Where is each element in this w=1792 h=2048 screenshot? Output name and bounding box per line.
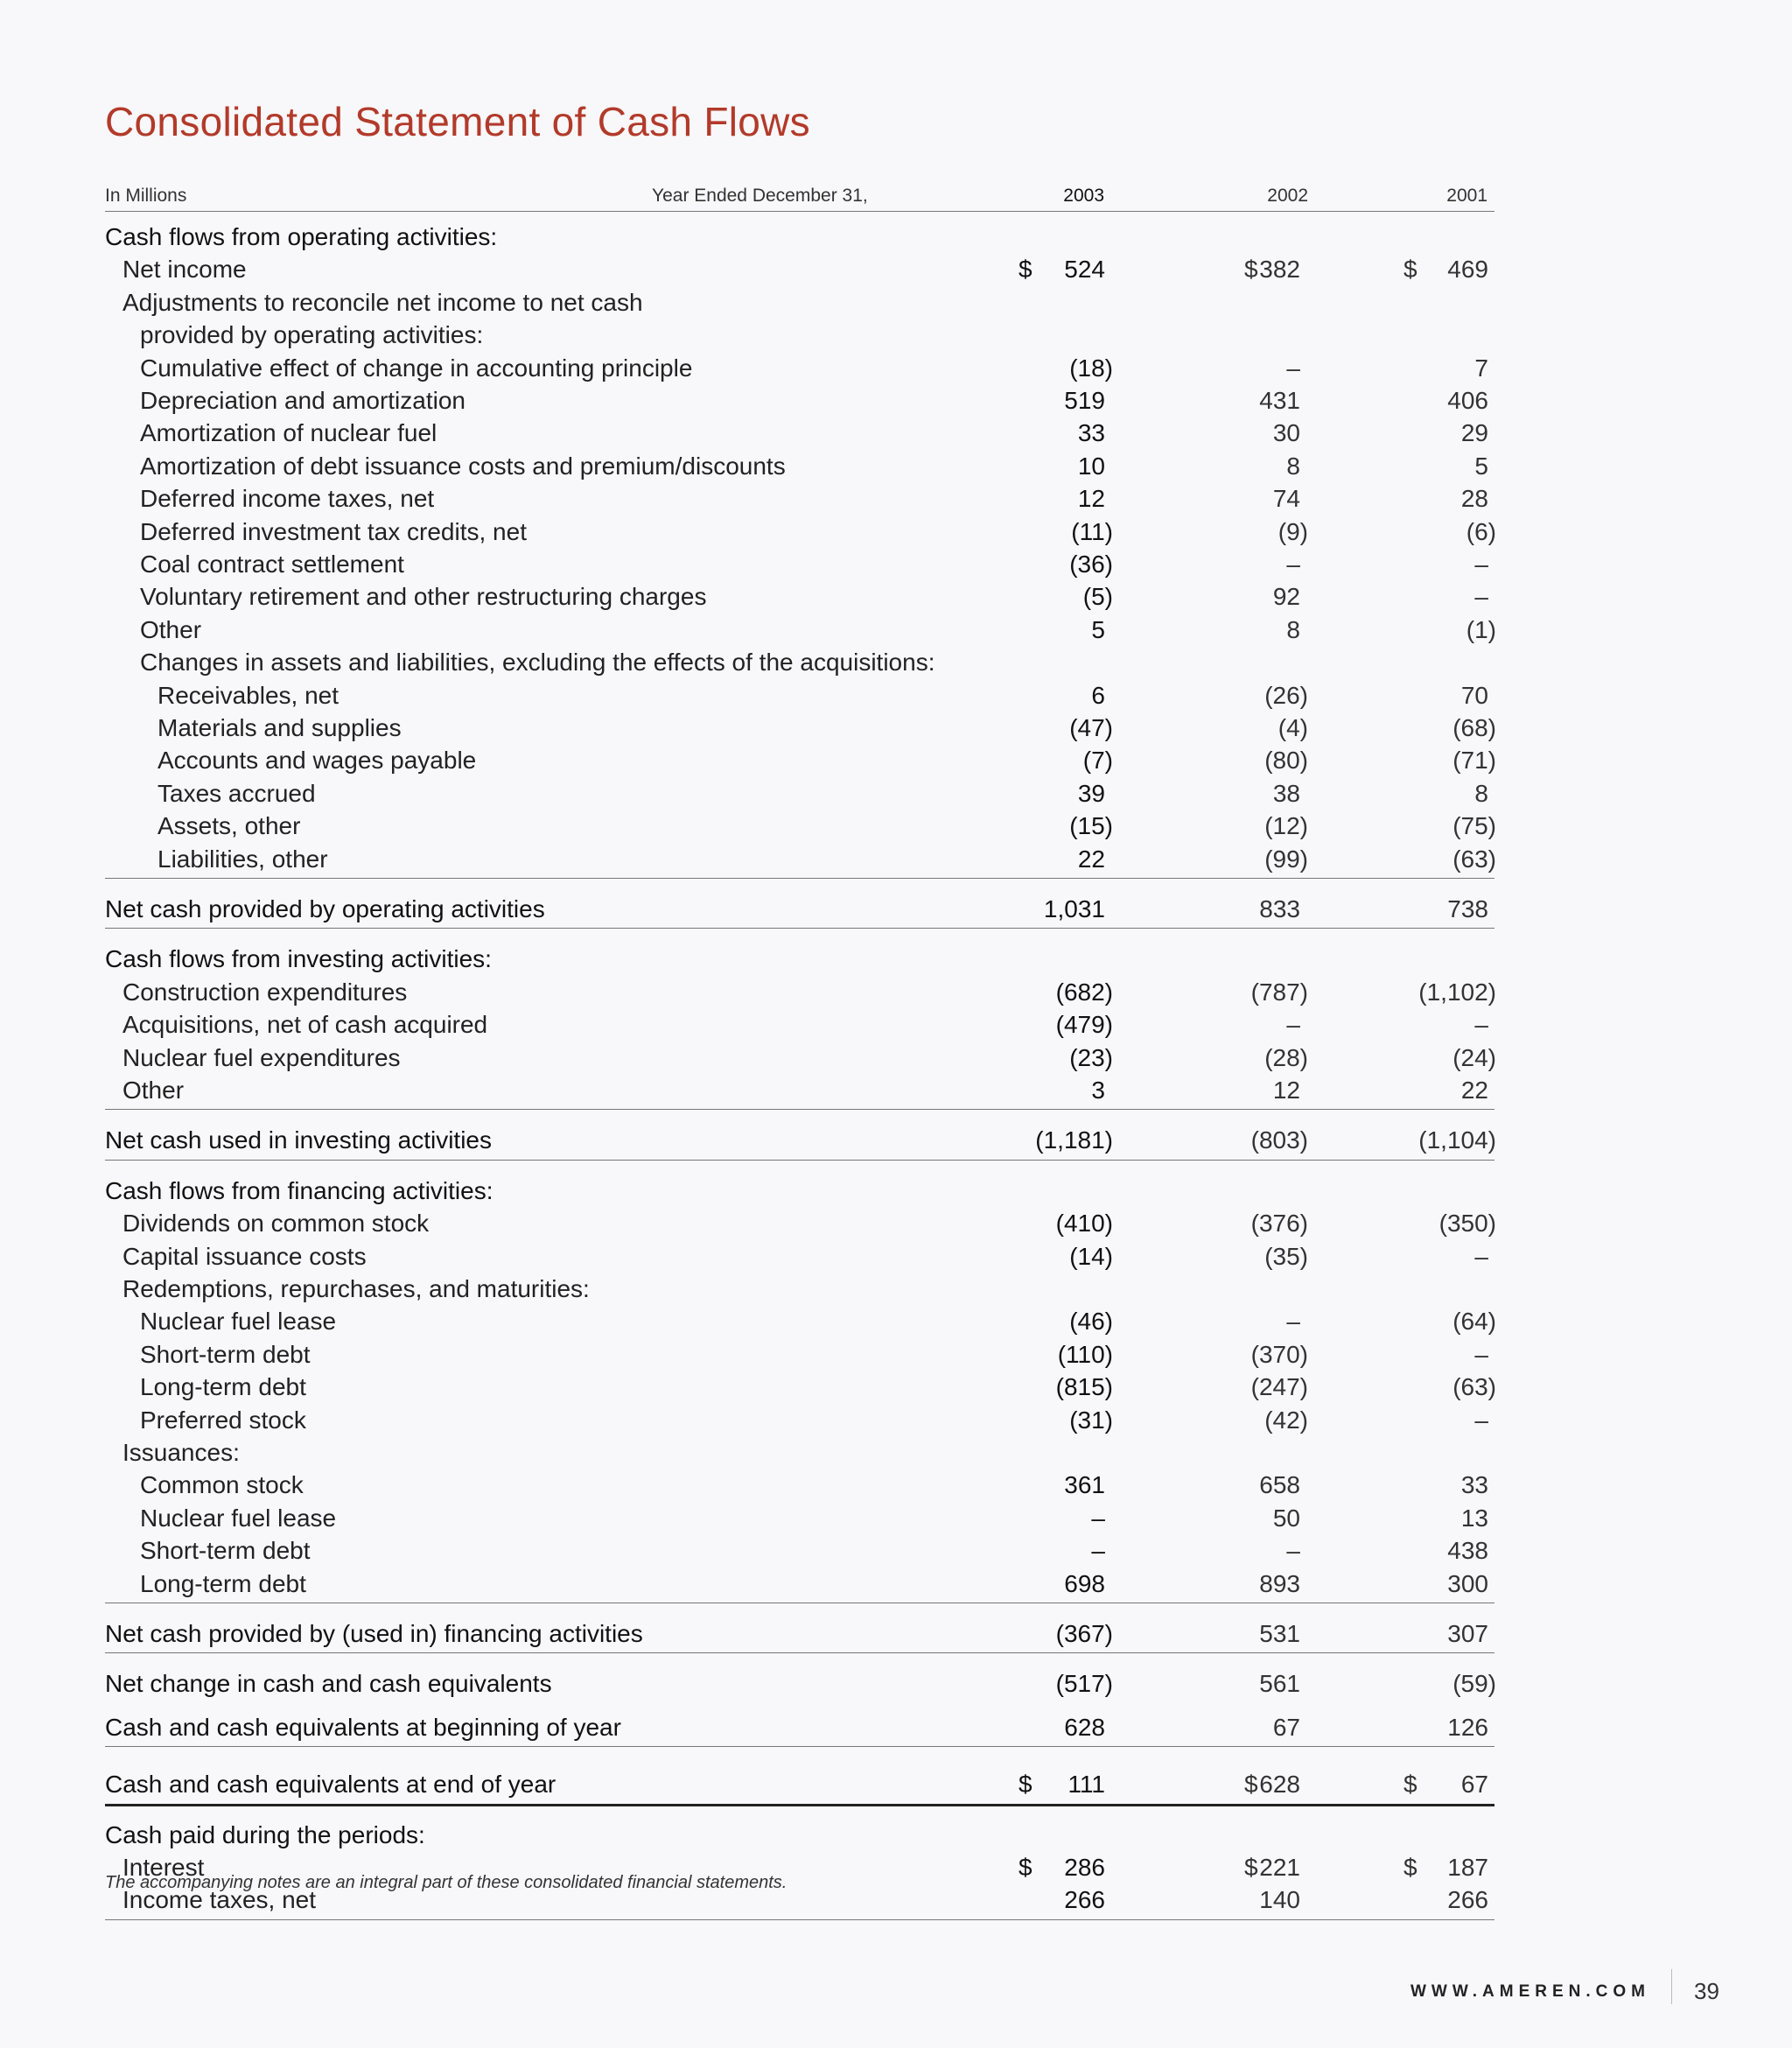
value-2002: 431 xyxy=(1259,387,1300,414)
value-2001: 187 xyxy=(1447,1854,1488,1881)
value-2003: (31) xyxy=(1069,1406,1113,1434)
value-2001: 22 xyxy=(1460,1077,1488,1104)
table-row xyxy=(0,1074,1792,1106)
value-2001: 70 xyxy=(1460,681,1488,709)
value-2001: (350) xyxy=(1438,1210,1496,1238)
row-label: Deferred income taxes, net xyxy=(140,485,435,513)
table-row xyxy=(0,712,1792,744)
table-row xyxy=(0,646,1792,678)
value-2001: (1,104) xyxy=(1418,1126,1496,1154)
value-2001: – xyxy=(1474,1011,1488,1039)
value-2003: (14) xyxy=(1069,1242,1113,1270)
value-2002: 531 xyxy=(1259,1620,1300,1647)
row-label: Acquisitions, net of cash acquired xyxy=(122,1011,488,1039)
row-label: Net cash provided by operating activities xyxy=(105,895,545,922)
value-2003: (815) xyxy=(1055,1373,1113,1401)
value-2001: 307 xyxy=(1447,1620,1488,1647)
table-rule xyxy=(105,1160,1494,1161)
table-row xyxy=(0,1534,1792,1567)
table-row xyxy=(0,1502,1792,1534)
value-2003: 39 xyxy=(1077,779,1105,807)
row-label: Voluntary retirement and other restructuring charges xyxy=(140,583,707,611)
value-2002: (787) xyxy=(1250,978,1308,1006)
table-row xyxy=(0,976,1792,1008)
table-row xyxy=(0,384,1792,417)
value-2002: – xyxy=(1286,1308,1300,1336)
value-2001: 13 xyxy=(1460,1504,1488,1532)
value-2001: (24) xyxy=(1452,1043,1496,1071)
table-row xyxy=(0,614,1792,646)
value-2003: 10 xyxy=(1077,452,1105,480)
total-row xyxy=(0,1617,1792,1650)
table-row xyxy=(0,777,1792,810)
value-2002: 628 xyxy=(1259,1771,1300,1799)
table-row xyxy=(0,1469,1792,1501)
row-label: Liabilities, other xyxy=(158,845,328,873)
value-2001: – xyxy=(1474,1242,1488,1270)
value-2003: 361 xyxy=(1064,1471,1105,1499)
value-2001: (71) xyxy=(1452,747,1496,775)
value-2003: 1,031 xyxy=(1043,895,1105,922)
row-label: Receivables, net xyxy=(158,681,340,709)
row-label: Issuances: xyxy=(122,1439,240,1466)
table-row xyxy=(0,1042,1792,1074)
dollar-sign: $ xyxy=(1404,256,1418,284)
dollar-sign: $ xyxy=(1244,1771,1258,1799)
value-2003: 519 xyxy=(1064,387,1105,414)
table-rule xyxy=(105,928,1494,929)
value-2001: 28 xyxy=(1460,485,1488,513)
row-label: Adjustments to reconcile net income to net cash xyxy=(122,288,643,316)
period-label: Year Ended December 31, xyxy=(652,186,868,206)
row-label: Coal contract settlement xyxy=(140,551,404,578)
units-label: In Millions xyxy=(105,186,187,206)
row-label: Cash paid during the periods: xyxy=(105,1820,425,1848)
value-2002: 221 xyxy=(1259,1854,1300,1881)
value-2002: 8 xyxy=(1286,615,1300,643)
section-header-row xyxy=(0,943,1792,975)
section-header-row xyxy=(0,221,1792,253)
value-2002: (9) xyxy=(1278,517,1308,545)
value-2002: (247) xyxy=(1250,1373,1308,1401)
value-2003: – xyxy=(1091,1504,1105,1532)
row-label: Cash and cash equivalents at end of year xyxy=(105,1771,556,1799)
row-label: Taxes accrued xyxy=(158,779,316,807)
row-label: Dividends on common stock xyxy=(122,1210,430,1238)
table-row xyxy=(0,843,1792,875)
row-label: Interest xyxy=(122,1854,205,1881)
value-2001: (1) xyxy=(1466,615,1496,643)
table-row xyxy=(0,548,1792,580)
row-label: Amortization of debt issuance costs and premium/discounts xyxy=(140,452,786,480)
footer-divider xyxy=(1671,1969,1672,2004)
value-2001: 300 xyxy=(1447,1569,1488,1597)
value-2002: 8 xyxy=(1286,452,1300,480)
value-2003: 22 xyxy=(1077,845,1105,873)
row-label: Long-term debt xyxy=(140,1373,306,1401)
value-2003: (46) xyxy=(1069,1308,1113,1336)
value-2001: 438 xyxy=(1447,1537,1488,1565)
row-label: Nuclear fuel lease xyxy=(140,1308,337,1336)
table-row xyxy=(0,1436,1792,1469)
total-row xyxy=(0,1667,1792,1700)
value-2001: (59) xyxy=(1452,1670,1496,1698)
row-label: Net cash provided by (used in) financing activities xyxy=(105,1620,643,1647)
value-2002: 38 xyxy=(1272,779,1300,807)
row-label: Income taxes, net xyxy=(122,1886,317,1914)
value-2002: – xyxy=(1286,1011,1300,1039)
table-row xyxy=(0,679,1792,712)
value-2003: 111 xyxy=(1068,1771,1105,1799)
year-2002: 2002 xyxy=(1267,186,1308,206)
value-2002: 67 xyxy=(1272,1713,1300,1741)
value-2001: (64) xyxy=(1452,1308,1496,1336)
value-2003: 33 xyxy=(1077,419,1105,447)
value-2003: 12 xyxy=(1077,485,1105,513)
value-2002: 74 xyxy=(1272,485,1300,513)
value-2001: 7 xyxy=(1474,354,1488,382)
value-2003: 3 xyxy=(1091,1077,1105,1104)
table-row xyxy=(0,482,1792,515)
table-row xyxy=(0,1371,1792,1403)
row-label: Cash and cash equivalents at beginning of year xyxy=(105,1713,621,1741)
row-label: Cash flows from investing activities: xyxy=(105,945,492,973)
statement-title: Consolidated Statement of Cash Flows xyxy=(105,99,810,144)
dollar-sign: $ xyxy=(1244,256,1258,284)
row-label: Long-term debt xyxy=(140,1569,306,1597)
value-2002: (35) xyxy=(1264,1242,1308,1270)
value-2002: – xyxy=(1286,551,1300,578)
row-label: Preferred stock xyxy=(140,1406,306,1434)
row-label: Nuclear fuel lease xyxy=(140,1504,337,1532)
table-row xyxy=(0,253,1792,285)
value-2002: (80) xyxy=(1264,747,1308,775)
footnote: The accompanying notes are an integral part of these consolidated financial statements. xyxy=(105,1873,788,1892)
row-label: Short-term debt xyxy=(140,1537,311,1565)
row-label: Common stock xyxy=(140,1471,304,1499)
value-2001: 469 xyxy=(1447,256,1488,284)
dollar-sign: $ xyxy=(1244,1854,1258,1881)
table-row xyxy=(0,744,1792,776)
table-row xyxy=(0,1305,1792,1337)
row-label: Other xyxy=(122,1077,185,1104)
section-header-row xyxy=(0,1175,1792,1207)
row-label: Capital issuance costs xyxy=(122,1242,367,1270)
value-2003: 5 xyxy=(1091,615,1105,643)
value-2003: (15) xyxy=(1069,812,1113,840)
table-row xyxy=(0,1568,1792,1600)
row-label: Cumulative effect of change in accounting principle xyxy=(140,354,693,382)
dollar-sign: $ xyxy=(1404,1771,1418,1799)
value-2001: 67 xyxy=(1460,1771,1488,1799)
value-2003: 524 xyxy=(1064,256,1105,284)
row-label: Cash flows from operating activities: xyxy=(105,223,498,250)
value-2003: (367) xyxy=(1055,1620,1113,1647)
table-row xyxy=(0,1240,1792,1273)
value-2003: (47) xyxy=(1069,714,1113,741)
value-2001: 33 xyxy=(1460,1471,1488,1499)
value-2001: (6) xyxy=(1466,517,1496,545)
value-2003: 698 xyxy=(1064,1569,1105,1597)
row-label: Other xyxy=(140,615,202,643)
row-label: Deferred investment tax credits, net xyxy=(140,517,527,545)
value-2001: – xyxy=(1474,1406,1488,1434)
value-2003: (479) xyxy=(1055,1011,1113,1039)
value-2001: (63) xyxy=(1452,845,1496,873)
value-2001: (63) xyxy=(1452,1373,1496,1401)
table-row xyxy=(0,319,1792,351)
value-2002: 833 xyxy=(1259,895,1300,922)
value-2002: 140 xyxy=(1259,1886,1300,1914)
total-row xyxy=(0,1711,1792,1743)
value-2003: (7) xyxy=(1082,747,1113,775)
table-rule xyxy=(105,1109,1494,1110)
value-2001: 5 xyxy=(1474,452,1488,480)
year-2003: 2003 xyxy=(1063,186,1104,206)
table-row xyxy=(0,450,1792,482)
total-row xyxy=(0,1768,1792,1800)
table-row xyxy=(0,286,1792,319)
footer-website: WWW.AMEREN.COM xyxy=(1410,1982,1650,2001)
row-label: Redemptions, repurchases, and maturities: xyxy=(122,1275,590,1302)
row-label: Construction expenditures xyxy=(122,978,408,1006)
value-2003: 628 xyxy=(1064,1713,1105,1741)
value-2002: 50 xyxy=(1272,1504,1300,1532)
value-2003: (410) xyxy=(1055,1210,1113,1238)
row-label: Amortization of nuclear fuel xyxy=(140,419,438,447)
table-row xyxy=(0,1404,1792,1436)
value-2003: (1,181) xyxy=(1035,1126,1113,1154)
value-2001: 126 xyxy=(1447,1713,1488,1741)
page-number: 39 xyxy=(1694,1978,1719,2004)
year-2001: 2001 xyxy=(1446,186,1488,206)
value-2003: (36) xyxy=(1069,551,1113,578)
value-2003: – xyxy=(1091,1537,1105,1565)
dollar-sign: $ xyxy=(1404,1854,1418,1881)
row-label: Net income xyxy=(122,256,247,284)
value-2002: (4) xyxy=(1278,714,1308,741)
total-row xyxy=(0,893,1792,925)
value-2003: (682) xyxy=(1055,978,1113,1006)
total-row xyxy=(0,1124,1792,1156)
table-row xyxy=(0,352,1792,384)
value-2001: 29 xyxy=(1460,419,1488,447)
value-2002: 12 xyxy=(1272,1077,1300,1104)
table-row xyxy=(0,810,1792,842)
row-label: provided by operating activities: xyxy=(140,321,484,349)
value-2003: (11) xyxy=(1071,517,1113,545)
row-label: Net cash used in investing activities xyxy=(105,1126,492,1154)
table-rule xyxy=(105,1652,1494,1653)
value-2001: (1,102) xyxy=(1418,978,1496,1006)
value-2002: 382 xyxy=(1259,256,1300,284)
double-rule xyxy=(105,1804,1494,1806)
value-2002: (42) xyxy=(1264,1406,1308,1434)
table-row xyxy=(0,1338,1792,1371)
value-2003: (23) xyxy=(1069,1043,1113,1071)
row-label: Short-term debt xyxy=(140,1340,311,1368)
row-label: Net change in cash and cash equivalents xyxy=(105,1670,552,1698)
row-label: Depreciation and amortization xyxy=(140,387,466,414)
value-2003: (517) xyxy=(1055,1670,1113,1698)
value-2001: 266 xyxy=(1447,1886,1488,1914)
value-2001: 8 xyxy=(1474,779,1488,807)
value-2002: (28) xyxy=(1264,1043,1308,1071)
value-2002: (12) xyxy=(1264,812,1308,840)
value-2002: – xyxy=(1286,354,1300,382)
row-label: Materials and supplies xyxy=(158,714,402,741)
value-2002: 92 xyxy=(1272,583,1300,611)
table-rule xyxy=(105,878,1494,879)
value-2002: 30 xyxy=(1272,419,1300,447)
value-2001: – xyxy=(1474,583,1488,611)
value-2003: 286 xyxy=(1064,1854,1105,1881)
value-2002: 893 xyxy=(1259,1569,1300,1597)
table-rule xyxy=(105,1746,1494,1747)
table-row xyxy=(0,1008,1792,1041)
value-2003: 266 xyxy=(1064,1886,1105,1914)
value-2002: (370) xyxy=(1250,1340,1308,1368)
value-2001: – xyxy=(1474,551,1488,578)
table-row xyxy=(0,516,1792,548)
table-row xyxy=(0,580,1792,613)
value-2003: 6 xyxy=(1091,681,1105,709)
value-2002: – xyxy=(1286,1537,1300,1565)
value-2002: 658 xyxy=(1259,1471,1300,1499)
row-label: Cash flows from financing activities: xyxy=(105,1176,494,1204)
value-2003: (5) xyxy=(1082,583,1113,611)
value-2002: (376) xyxy=(1250,1210,1308,1238)
value-2002: (99) xyxy=(1264,845,1308,873)
dollar-sign: $ xyxy=(1018,1854,1032,1881)
row-label: Assets, other xyxy=(158,812,301,840)
table-row xyxy=(0,417,1792,449)
table-rule xyxy=(105,1919,1494,1920)
value-2003: (110) xyxy=(1057,1340,1113,1368)
table-row xyxy=(0,1273,1792,1305)
section-header-row xyxy=(0,1819,1792,1851)
value-2003: (18) xyxy=(1069,354,1113,382)
value-2002: (803) xyxy=(1250,1126,1308,1154)
dollar-sign: $ xyxy=(1018,1771,1032,1799)
row-label: Accounts and wages payable xyxy=(158,747,477,775)
row-label: Changes in assets and liabilities, excluding the effects of the acquisitions: xyxy=(140,649,935,677)
value-2002: (26) xyxy=(1264,681,1308,709)
value-2001: 738 xyxy=(1447,895,1488,922)
table-row xyxy=(0,1207,1792,1239)
value-2001: – xyxy=(1474,1340,1488,1368)
value-2001: (75) xyxy=(1452,812,1496,840)
value-2001: (68) xyxy=(1452,714,1496,741)
row-label: Nuclear fuel expenditures xyxy=(122,1043,401,1071)
value-2001: 406 xyxy=(1447,387,1488,414)
value-2002: 561 xyxy=(1259,1670,1300,1698)
dollar-sign: $ xyxy=(1018,256,1032,284)
